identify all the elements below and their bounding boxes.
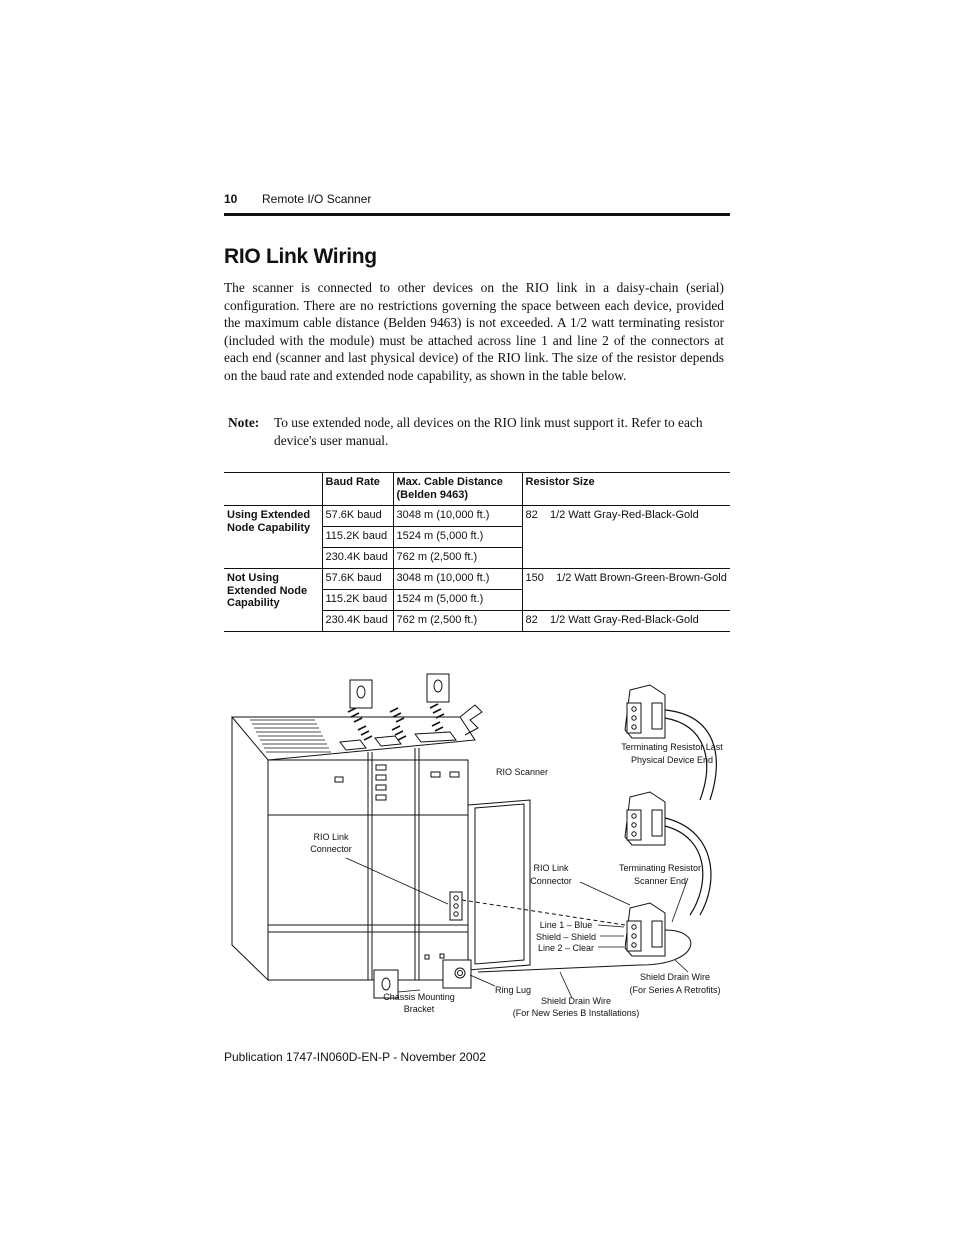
table-header-resistor: Resistor Size <box>522 473 730 506</box>
group-label-extended: Using Extended Node Capability <box>224 506 322 569</box>
distance-cell: 1524 m (5,000 ft.) <box>393 527 522 548</box>
rio-wiring-diagram <box>220 660 740 1030</box>
label-terminating-last-2: Physical Device End <box>630 755 714 765</box>
label-shield-drain-b: Shield Drain Wire <box>540 996 612 1006</box>
table-header-distance: Max. Cable Distance (Belden 9463) <box>393 473 522 506</box>
baud-cell: 230.4K baud <box>322 548 393 569</box>
page-header <box>224 192 730 218</box>
table-header-empty <box>224 473 322 506</box>
footer-publication: Publication 1747-IN060D-EN-P - November 2002 <box>224 1050 486 1064</box>
resistor-cell: 82 1/2 Watt Gray-Red-Black-Gold <box>522 611 730 632</box>
group-label-not-extended: Not Using Extended Node Capability <box>224 569 322 632</box>
rio-connector-middle <box>625 792 665 845</box>
note-label: Note: <box>228 415 260 430</box>
label-chassis-bracket: Chassis Mounting <box>383 992 455 1002</box>
label-shield-drain-a: Shield Drain Wire <box>639 972 711 982</box>
distance-cell: 762 m (2,500 ft.) <box>393 548 522 569</box>
table-row <box>224 569 730 590</box>
baud-cell: 115.2K baud <box>322 590 393 611</box>
distance-cell: 3048 m (10,000 ft.) <box>393 506 522 527</box>
table-header-row <box>224 473 730 506</box>
resistor-table <box>224 472 730 632</box>
label-shield-drain-b-2: (For New Series B Installations) <box>512 1008 640 1018</box>
label-ring-lug: Ring Lug <box>494 985 532 995</box>
baud-cell: 230.4K baud <box>322 611 393 632</box>
label-chassis-bracket-2: Bracket <box>403 1004 435 1014</box>
distance-cell: 3048 m (10,000 ft.) <box>393 569 522 590</box>
label-shield: Shield – Shield <box>535 932 597 942</box>
label-rio-link-connector-right: RIO Link <box>533 863 569 873</box>
label-rio-scanner: RIO Scanner <box>495 767 549 777</box>
running-title: Remote I/O Scanner <box>262 192 372 206</box>
section-title: RIO Link Wiring <box>224 245 377 268</box>
label-rio-link-connector-left: RIO Link <box>313 832 349 842</box>
label-rio-link-connector-left-2: Connector <box>310 844 352 854</box>
resistor-cell: 150 1/2 Watt Brown-Green-Brown-Gold <box>522 569 730 611</box>
label-terminating-scanner: Terminating Resistor <box>618 863 702 873</box>
resistor-cell: 82 1/2 Watt Gray-Red-Black-Gold <box>522 506 730 569</box>
distance-cell: 762 m (2,500 ft.) <box>393 611 522 632</box>
header-rule <box>224 213 730 216</box>
label-line1: Line 1 – Blue <box>539 920 593 930</box>
baud-cell: 115.2K baud <box>322 527 393 548</box>
rio-connector-scanner-end <box>625 903 665 956</box>
label-terminating-last: Terminating Resistor Last <box>621 742 723 752</box>
rio-connector-last-device <box>625 685 665 738</box>
baud-cell: 57.6K baud <box>322 506 393 527</box>
note-text: To use extended node, all devices on the RIO link must support it. Refer to each device's user manual. <box>274 415 703 448</box>
intro-paragraph: The scanner is connected to other devices on the RIO link in a daisy-chain (serial) configuration. There are no restrictions governing the space between each device, provided the maximum cable distance (Belden 9463) is not exceeded. A 1/2 watt terminating resistor (included with the module) must be attached across line 1 and line 2 of the connectors at each end (scanner and last physical device) of the RIO link. The size of the resistor depends on the baud rate and extended node capability, as shown in the table below. <box>224 280 724 383</box>
label-shield-drain-a-2: (For Series A Retrofits) <box>629 985 721 995</box>
baud-cell: 57.6K baud <box>322 569 393 590</box>
label-rio-link-connector-right-2: Connector <box>530 876 572 886</box>
label-line2: Line 2 – Clear <box>537 943 595 953</box>
page-number: 10 <box>224 192 238 206</box>
chassis-illustration <box>232 674 530 998</box>
distance-cell: 1524 m (5,000 ft.) <box>393 590 522 611</box>
table-row <box>224 506 730 527</box>
label-terminating-scanner-2: Scanner End <box>633 876 687 886</box>
table-header-baud: Baud Rate <box>322 473 393 506</box>
